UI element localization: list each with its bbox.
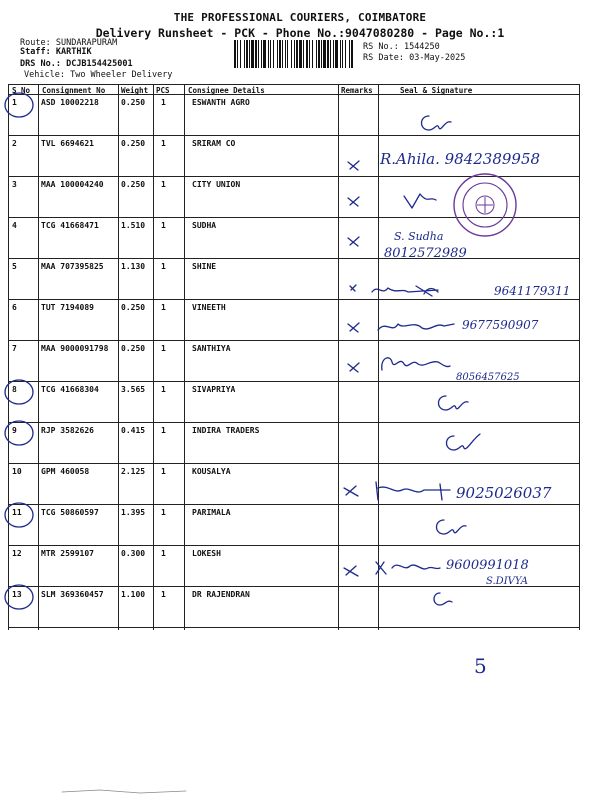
- route-line: Route: SUNDARAPURAM: [20, 38, 118, 48]
- vehicle-line: Vehicle: Two Wheeler Delivery: [24, 70, 173, 80]
- cell-pcs: 1: [161, 303, 166, 312]
- barcode-bar: [309, 40, 310, 68]
- cell-weight: 1.100: [121, 590, 146, 599]
- row-divider: [8, 135, 580, 136]
- cell-pcs: 1: [161, 426, 166, 435]
- barcode-bar: [294, 40, 295, 68]
- seal-stamp-icon: [450, 170, 520, 240]
- cell-consignee: SHINE: [192, 262, 217, 271]
- cell-consignment: ASD 10002218: [41, 98, 99, 107]
- remark-tick-10: [342, 484, 362, 498]
- circle-mark-13: [2, 582, 38, 612]
- cell-consignment: GPM 460058: [41, 467, 90, 476]
- cell-consignee: CITY UNION: [192, 180, 241, 189]
- barcode-bar: [255, 40, 257, 68]
- cell-pcs: 1: [161, 467, 166, 476]
- cell-consignee: SANTHIYA: [192, 344, 231, 353]
- cell-pcs: 1: [161, 385, 166, 394]
- barcode-bar: [279, 40, 281, 68]
- cell-consignee: SUDHA: [192, 221, 217, 230]
- handwriting-row-12-name: S.DIVYA: [486, 576, 528, 587]
- row-divider: [8, 504, 580, 505]
- cell-pcs: 1: [161, 344, 166, 353]
- cell-pcs: 1: [161, 590, 166, 599]
- cell-consignee: LOKESH: [192, 549, 221, 558]
- barcode-bar: [287, 40, 288, 68]
- cell-weight: 1.395: [121, 508, 146, 517]
- signature-row-6: [374, 316, 458, 336]
- barcode-bar: [244, 40, 245, 68]
- signature-initials-11: [430, 514, 470, 540]
- barcode-bar: [306, 40, 308, 68]
- cell-pcs: 1: [161, 139, 166, 148]
- barcode-bar: [327, 40, 329, 68]
- remark-tick-4: [346, 234, 362, 248]
- signature-initials-1: [415, 110, 455, 134]
- cell-consignment: MAA 100004240: [41, 180, 104, 189]
- cell-consignment: MAA 707395825: [41, 262, 104, 271]
- cell-consignee: SIVAPRIYA: [192, 385, 236, 394]
- col-header-consignee: Consignee Details: [188, 86, 265, 95]
- row-divider: [8, 422, 580, 423]
- barcode-bar: [246, 40, 248, 68]
- handwritten-page-number: 5: [474, 654, 487, 678]
- cell-weight: 0.250: [121, 180, 146, 189]
- cell-consignee: DR RAJENDRAN: [192, 590, 250, 599]
- remark-tick-3: [346, 194, 362, 208]
- cell-weight: 0.250: [121, 98, 146, 107]
- cell-pcs: 1: [161, 98, 166, 107]
- cell-weight: 0.250: [121, 303, 146, 312]
- col-header-sno: S No: [12, 86, 31, 95]
- col-header-consignment: Consignment No: [42, 86, 106, 95]
- runsheet-title: Delivery Runsheet - PCK - Phone No.:9047080280 - Page No.:1: [95, 26, 505, 40]
- cell-sno: 7: [12, 344, 17, 353]
- handwriting-row-4-name: S. Sudha: [394, 230, 444, 243]
- drs-line: DRS No.: DCJB154425001: [20, 59, 133, 69]
- cell-sno: 3: [12, 180, 17, 189]
- cell-sno: 13: [12, 590, 22, 599]
- cell-consignee: INDIRA TRADERS: [192, 426, 260, 435]
- barcode-icon: [232, 40, 354, 68]
- rs-date-line: RS Date: 03-May-2025: [363, 53, 466, 63]
- barcode-bar: [258, 40, 259, 68]
- cell-consignment: MTR 2599107: [41, 549, 94, 558]
- staff-line: Staff: KARTHIK: [20, 47, 92, 57]
- handwriting-row-2: R.Ahila. 9842389958: [380, 150, 541, 168]
- row-divider: [8, 463, 580, 464]
- cell-weight: 0.250: [121, 344, 146, 353]
- barcode-bar: [249, 40, 250, 68]
- barcode-bar: [318, 40, 320, 68]
- cell-weight: 0.300: [121, 549, 146, 558]
- barcode-bar: [349, 40, 350, 68]
- circle-mark-8: [2, 377, 38, 407]
- cell-weight: 3.565: [121, 385, 146, 394]
- barcode-bar: [342, 40, 343, 68]
- cell-consignment: SLM 369360457: [41, 590, 104, 599]
- cell-consignment: TCG 50860597: [41, 508, 99, 517]
- remark-tick-5: [348, 283, 358, 293]
- cell-weight: 2.125: [121, 467, 146, 476]
- barcode-bar: [237, 40, 238, 68]
- handwriting-row-6: 9677590907: [462, 318, 539, 332]
- barcode-bar: [303, 40, 304, 68]
- cell-pcs: 1: [161, 549, 166, 558]
- signature-row-7: [376, 350, 456, 376]
- cell-sno: 8: [12, 385, 17, 394]
- cell-weight: 0.415: [121, 426, 146, 435]
- barcode-bar: [268, 40, 269, 68]
- circle-mark-11: [2, 500, 38, 530]
- barcode-bar: [285, 40, 286, 68]
- cell-pcs: 1: [161, 262, 166, 271]
- col-header-weight: Weight: [121, 86, 149, 95]
- row-divider: [8, 545, 580, 546]
- cell-weight: 1.130: [121, 262, 146, 271]
- barcode-bar: [340, 40, 341, 68]
- row-divider: [8, 299, 580, 300]
- barcode-bar: [291, 40, 292, 68]
- barcode-bar: [321, 40, 322, 68]
- rs-no-line: RS No.: 1544250: [363, 42, 440, 52]
- signature-row-5: [368, 282, 492, 300]
- cell-consignment: TVL 6694621: [41, 139, 94, 148]
- cell-weight: 0.250: [121, 139, 146, 148]
- cell-consignee: SRIRAM CO: [192, 139, 236, 148]
- barcode-bar: [330, 40, 331, 68]
- barcode-bar: [312, 40, 313, 68]
- circle-mark-9: [2, 418, 38, 448]
- signature-initials-13: [428, 588, 458, 610]
- remark-tick-12: [342, 564, 362, 578]
- barcode-bar: [234, 40, 236, 68]
- barcode-bar: [316, 40, 317, 68]
- cell-pcs: 1: [161, 180, 166, 189]
- cell-consignment: TCG 41668304: [41, 385, 99, 394]
- row-divider: [8, 627, 580, 628]
- cell-consignee: VINEETH: [192, 303, 226, 312]
- barcode-bar: [351, 40, 353, 68]
- cell-sno: 1: [12, 98, 17, 107]
- cell-consignee: PARIMALA: [192, 508, 231, 517]
- col-header-pcs: PCS: [156, 86, 170, 95]
- barcode-bar: [296, 40, 298, 68]
- row-divider: [8, 258, 580, 259]
- barcode-bar: [270, 40, 271, 68]
- cell-consignee: KOUSALYA: [192, 467, 231, 476]
- company-title: THE PROFESSIONAL COURIERS, COIMBATORE: [173, 11, 427, 24]
- cell-sno: 4: [12, 221, 17, 230]
- remark-tick-7: [346, 360, 362, 374]
- circle-mark-1: [2, 90, 38, 120]
- cell-sno: 2: [12, 139, 17, 148]
- barcode-bar: [261, 40, 262, 68]
- cell-consignee: ESWANTH AGRO: [192, 98, 250, 107]
- signature-row-12: [370, 556, 444, 580]
- barcode-bar: [282, 40, 283, 68]
- scan-artifact-mark: [60, 786, 190, 796]
- cell-sno: 9: [12, 426, 17, 435]
- cell-consignment: MAA 9000091798: [41, 344, 109, 353]
- cell-sno: 6: [12, 303, 17, 312]
- signature-row-10: [370, 478, 456, 504]
- remark-tick-2: [346, 158, 362, 172]
- barcode-bar: [299, 40, 302, 68]
- signature-initials-9: [440, 430, 488, 456]
- cell-pcs: 1: [161, 508, 166, 517]
- handwriting-row-4-phone: 8012572989: [384, 246, 467, 261]
- barcode-bar: [273, 40, 274, 68]
- cell-sno: 12: [12, 549, 22, 558]
- barcode-bar: [323, 40, 326, 68]
- signature-initials-8: [432, 390, 472, 416]
- cell-sno: 5: [12, 262, 17, 271]
- cell-consignment: TCG 41668471: [41, 221, 99, 230]
- cell-weight: 1.510: [121, 221, 146, 230]
- row-divider: [8, 340, 580, 341]
- handwriting-row-7: 8056457625: [456, 372, 520, 383]
- handwriting-row-10: 9025026037: [456, 484, 552, 502]
- cell-consignment: TUT 7194089: [41, 303, 94, 312]
- remark-tick-6: [346, 320, 362, 334]
- handwriting-row-12-phone: 9600991018: [446, 558, 529, 573]
- barcode-bar: [335, 40, 338, 68]
- col-header-remarks: Remarks: [341, 86, 373, 95]
- barcode-bar: [345, 40, 346, 68]
- cell-consignment: RJP 3582626: [41, 426, 94, 435]
- cell-sno: 10: [12, 467, 22, 476]
- col-header-seal: Seal & Signature: [400, 86, 473, 95]
- handwriting-row-5: 9641179311: [494, 284, 571, 298]
- cell-pcs: 1: [161, 221, 166, 230]
- barcode-bar: [251, 40, 254, 68]
- barcode-bar: [333, 40, 334, 68]
- barcode-bar: [263, 40, 266, 68]
- signature-initials-3: [400, 190, 440, 214]
- barcode-bar: [277, 40, 278, 68]
- cell-sno: 11: [12, 508, 22, 517]
- barcode-bar: [240, 40, 241, 68]
